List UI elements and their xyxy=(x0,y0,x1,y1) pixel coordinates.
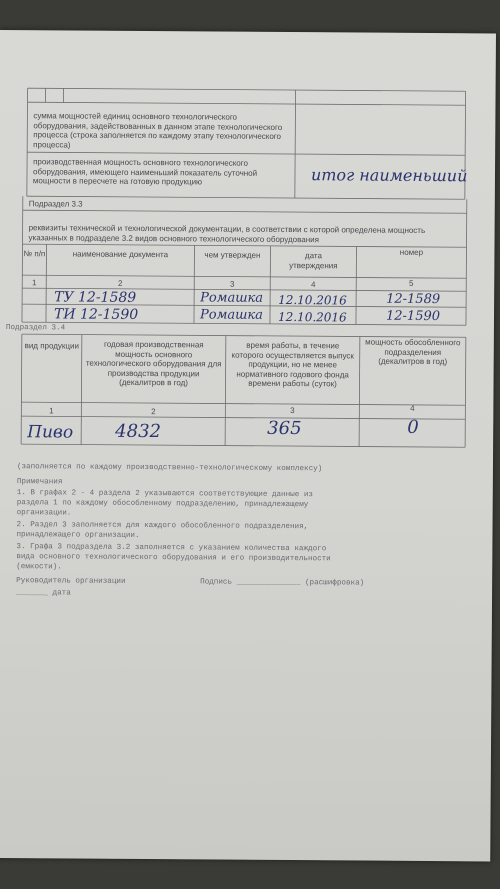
row1-approved-by: Ромашка xyxy=(200,290,264,306)
header-approved-by: чем утвержден xyxy=(204,250,261,260)
col-number-4: 4 xyxy=(310,280,316,290)
section-3-3-description: реквизиты технической и технологической документации, в соответствии с которой определена мощность указанных в подразделе 3.2 видов основного технологического оборудования xyxy=(28,223,426,244)
header-doc-number: номер xyxy=(399,247,424,257)
table-grid xyxy=(0,30,496,861)
header-unit-capacity: мощность обособленного подразделения (декалитров в год) xyxy=(365,337,461,367)
col-number-1: 1 xyxy=(31,278,37,288)
header-product-type: вид продукции xyxy=(24,341,79,351)
fill-note: (заполняется по каждому производственно-технологическому комплексу) xyxy=(16,463,323,474)
note-1-line-2: раздела 1 по каждому обособленному подразделению, принадлежащему xyxy=(16,499,309,510)
col-number-3: 3 xyxy=(229,279,235,289)
row1-number: 12-1589 xyxy=(386,291,441,308)
days-value: 365 xyxy=(267,417,302,440)
document-page xyxy=(0,30,496,861)
signature-line: Подпись ______________ (расшифровка) xyxy=(200,578,365,588)
date-line: _______ дата xyxy=(16,589,71,598)
note-3-line-2: вида основного технологического оборудования и его производительности xyxy=(16,553,331,564)
row2-number: 12-1590 xyxy=(385,308,441,325)
header-annual-capacity: годовая производственная мощность основного технологического оборудования для производства продукции (декалитров в год) xyxy=(85,339,222,388)
note-1-line-1: 1. В графах 2 - 4 раздела 2 указываются соответствующие данные из xyxy=(16,489,314,500)
col-number-5: 5 xyxy=(408,278,414,288)
capacity-sum-label: сумма мощностей единиц основного технологического оборудования, задействованных в данном этапе технологического процесса (строка заполняется по каждому этапу технологического процесса) xyxy=(33,111,283,149)
capacity-value: 4832 xyxy=(115,420,162,443)
note-3-line-3: (емкости). xyxy=(16,563,62,572)
row2-approved-by: Ромашка xyxy=(199,307,264,323)
product-value: Пиво xyxy=(27,422,74,443)
unit-capacity-value: 0 xyxy=(407,416,419,438)
handwritten-min-note: итог наименьший xyxy=(310,165,468,186)
note-2-line-1: 2. Раздел 3 заполняется для каждого обособленного подразделения, xyxy=(16,521,309,532)
header-work-time: время работы, в течение которого осуществляется выпуск продукции, но не менее нормативного годового фонда времени работы (суток) xyxy=(231,340,354,389)
head-of-organization: Руководитель организации xyxy=(16,577,126,586)
s34-col-number-4: 4 xyxy=(410,403,415,413)
note-1-line-3: организации. xyxy=(16,509,72,518)
section-3-3-title: Подраздел 3.3 xyxy=(28,199,83,209)
header-number: № п/п xyxy=(23,249,46,259)
min-capacity-label: производственная мощность основного технологического оборудования, имеющего наименьший показатель суточной мощности в пересчете на готовую продукцию xyxy=(32,157,258,187)
col-number-2: 2 xyxy=(117,278,123,288)
note-3-line-1: 3. Графа 3 подраздела 3.2 заполняется с указанием количества каждого xyxy=(16,543,327,554)
row1-doc: ТУ 12-1589 xyxy=(54,289,137,306)
row2-date: 12.10.2016 xyxy=(277,309,347,325)
notes-title: Примечания xyxy=(16,478,63,487)
note-2-line-2: принадлежащего организации. xyxy=(16,531,140,540)
s34-col-number-1: 1 xyxy=(49,406,54,416)
s34-col-number-3: 3 xyxy=(290,406,295,416)
s34-col-number-2: 2 xyxy=(151,407,156,417)
header-doc-name: наименование документа xyxy=(72,249,169,260)
row1-date: 12.10.2016 xyxy=(278,292,347,308)
section-3-4-title: Подраздел 3.4 xyxy=(5,324,66,333)
row2-doc: ТИ 12-1590 xyxy=(53,306,139,323)
header-approval-date: дата утверждения xyxy=(289,251,338,270)
